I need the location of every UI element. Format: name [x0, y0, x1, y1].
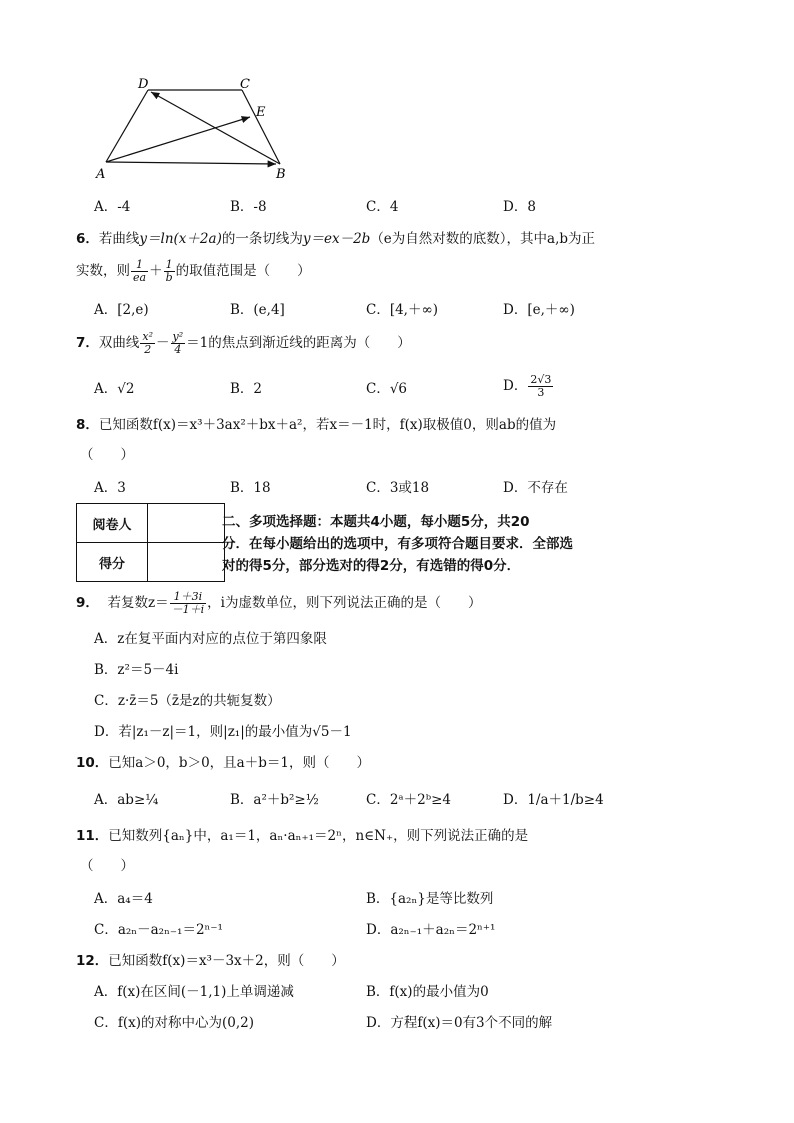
q6-tangent: y＝ex－2b — [302, 231, 371, 247]
vector-AE — [106, 117, 250, 162]
q12-number: 12． — [76, 953, 109, 969]
q11-number: 11． — [76, 828, 109, 844]
q6-curve: y＝ln(x＋2a) — [139, 231, 222, 247]
q7-option-c: C．√6 — [366, 381, 408, 397]
trapezoid-figure — [90, 74, 300, 186]
q6-option-a: A．[2,e) — [94, 302, 149, 318]
q10-option-b: B．a²＋b²≥½ — [230, 792, 319, 808]
q12-option-b: B．f(x)的最小值为0 — [366, 984, 489, 1000]
q11-option-a: A．a₄＝4 — [94, 891, 153, 907]
q7-option-d: D． $\frac{2√3}{3}$ — [503, 373, 552, 399]
q8-paren: （ ） — [80, 447, 134, 463]
q8-option-d: D．不存在 — [503, 480, 568, 496]
q12-text: 已知函数f(x)＝x³－3x＋2，则（ ） — [108, 953, 345, 969]
q6-frac2: $\frac{1}{b}$ — [165, 258, 173, 284]
label-A: A — [96, 167, 106, 182]
score-table — [76, 503, 225, 582]
q8-option-c: C．3或18 — [366, 480, 430, 496]
label-E: E — [256, 105, 266, 120]
q6-text1: 若曲线 — [98, 231, 140, 247]
q5-option-d: D．8 — [503, 199, 536, 215]
q8-stem — [76, 414, 556, 436]
label-C: C — [240, 77, 250, 92]
q7-option-a: A．√2 — [94, 381, 135, 397]
q9-option-c: C．z·z̄＝5（z̄是z的共轭复数） — [94, 693, 281, 709]
side-AB — [106, 162, 276, 164]
score-label: 得分 — [77, 543, 148, 582]
q10-text: 已知a＞0，b＞0，且a＋b＝1，则（ ） — [108, 755, 370, 771]
q8-number: 8． — [76, 417, 99, 433]
q11-option-b: B．{a₂ₙ}是等比数列 — [366, 891, 494, 907]
q9-text2: ，i为虚数单位，则下列说法正确的是（ ） — [207, 595, 482, 611]
q6-stem-line2: 实数，则 $\frac{1}{ea}$ ＋ $\frac{1}{b}$ 的取值范围是（ ） — [76, 258, 311, 284]
q12-option-d: D．方程f(x)＝0有3个不同的解 — [366, 1015, 553, 1031]
q12-stem — [76, 950, 345, 972]
q6-text2: 的一条切线为 — [221, 231, 303, 247]
q12-option-a: A．f(x)在区间(－1,1)上单调递减 — [94, 984, 294, 1000]
q7-number: 7． — [76, 335, 99, 351]
q6-option-d: D．[e,＋∞) — [503, 302, 575, 318]
q9-option-d: D．若|z₁－z|＝1，则|z₁|的最小值为√5－1 — [94, 724, 352, 740]
q6-option-c: C．[4,＋∞) — [366, 302, 438, 318]
q9-text1: 若复数z＝ — [107, 595, 169, 611]
q9-number: 9． — [76, 595, 99, 611]
q9-option-b: B．z²＝5－4i — [94, 662, 179, 678]
q10-option-d: D．1/a＋1/b≥4 — [503, 792, 604, 808]
q11-option-d: D．a₂ₙ₋₁＋a₂ₙ＝2ⁿ⁺¹ — [366, 922, 496, 938]
score-cell[interactable] — [148, 543, 225, 582]
q5-option-b: B．-8 — [230, 199, 267, 215]
q5-option-c: C．4 — [366, 199, 399, 215]
q10-option-c: C．2ᵃ＋2ᵇ≥4 — [366, 792, 452, 808]
q9-option-a: A．z在复平面内对应的点位于第四象限 — [94, 631, 327, 647]
q7-option-b: B．2 — [230, 381, 263, 397]
vector-BD — [151, 92, 280, 164]
label-D: D — [138, 77, 149, 92]
q7-text2: ＝1的焦点到渐近线的距离为（ ） — [186, 335, 411, 351]
section2-instructions: 二、多项选择题：本题共4小题，每小题5分，共20 分．在每小题给出的选项中，有多项符合题目要求．全部选 对的得5分，部分选对的得2分，有选错的得0分． — [222, 514, 573, 574]
q11-option-c: C．a₂ₙ－a₂ₙ₋₁＝2ⁿ⁻¹ — [94, 922, 223, 938]
q11-text: 已知数列{aₙ}中，a₁＝1，aₙ·aₙ₊₁＝2ⁿ，n∈N₊，则下列说法正确的是 — [108, 828, 529, 844]
q9-frac: $\frac{1+3i}{-1+i}$ — [171, 590, 205, 616]
q9-stem — [76, 589, 481, 617]
q10-option-a: A．ab≥¼ — [94, 792, 159, 808]
label-B: B — [276, 167, 286, 182]
q8-text: 已知函数f(x)＝x³＋3ax²＋bx＋a²，若x＝－1时，f(x)取极值0，则ab的值为 — [98, 417, 557, 433]
q10-number: 10． — [76, 755, 109, 771]
q7-text1: 双曲线 — [98, 335, 140, 351]
q11-paren: （ ） — [80, 858, 134, 874]
q6-number: 6． — [76, 231, 99, 247]
q6-frac1: $\frac{1}{ea}$ — [133, 258, 147, 284]
q7-stem: 7．双曲线 $\frac{\text{x²}}{2}$ － $\frac{\text{y²}}{4}$ ＝1的焦点到渐近线的距离为（ ） — [76, 330, 411, 356]
q6-stem — [76, 228, 595, 250]
q6-line2-a: 实数，则 — [76, 263, 130, 279]
q8-option-a: A．3 — [94, 480, 126, 496]
q8-option-b: B．18 — [230, 480, 271, 496]
q6-line2-b: 的取值范围是（ ） — [175, 263, 311, 279]
reviewer-cell[interactable] — [148, 504, 225, 543]
q7-frac-y: $\frac{\text{y²}}{4}$ — [172, 330, 184, 356]
q6-text3: （e为自然对数的底数），其中a,b为正 — [370, 231, 596, 247]
reviewer-label: 阅卷人 — [77, 504, 148, 543]
q10-stem — [76, 752, 370, 774]
q11-stem — [76, 825, 528, 847]
q5-option-a: A．-4 — [94, 199, 131, 215]
q12-option-c: C．f(x)的对称中心为(0,2) — [94, 1015, 254, 1031]
q7-frac-x: $\frac{\text{x²}}{2}$ — [142, 330, 154, 356]
q6-option-b: B．(e,4] — [230, 302, 285, 318]
